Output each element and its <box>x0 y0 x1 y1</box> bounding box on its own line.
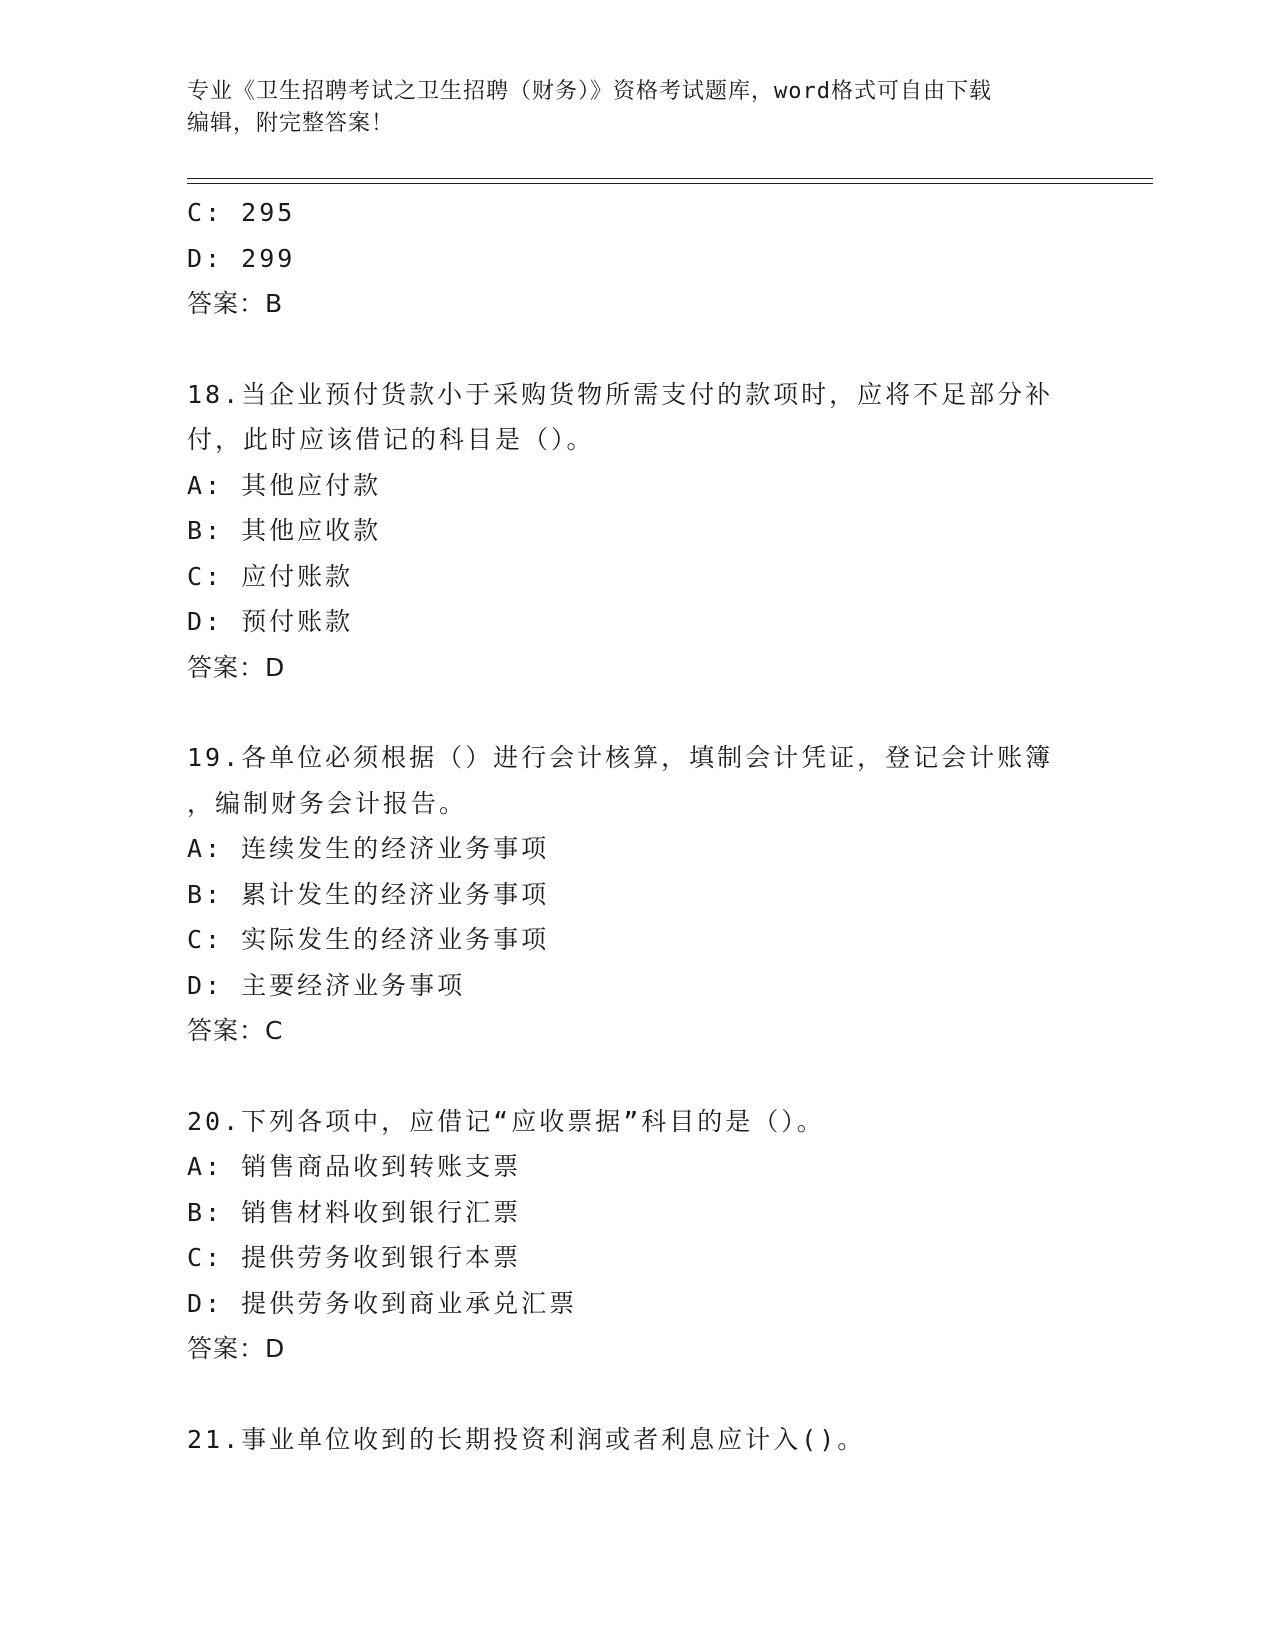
question-20 <box>187 1099 1087 1372</box>
header-rule-top <box>187 178 1153 179</box>
option-a: A: 其他应付款 <box>187 470 382 500</box>
option-d: D: 299 <box>187 243 296 273</box>
spacer <box>187 1054 1087 1099</box>
question-text-line: 20.下列各项中，应借记“应收票据”科目的是（）。 <box>187 1106 825 1136</box>
document-body <box>187 190 1087 1462</box>
option-a: A: 连续发生的经济业务事项 <box>187 834 550 863</box>
option-d: D: 主要经济业务事项 <box>187 970 466 1000</box>
option-c: C: 应付账款 <box>187 561 354 591</box>
spacer <box>187 327 1087 372</box>
answer: 答案：C <box>187 1016 284 1045</box>
header-rule-bottom <box>187 183 1153 184</box>
question-text-line: 19.各单位必须根据（）进行会计核算，填制会计凭证，登记会计账簿 <box>187 743 1054 772</box>
option-a: A: 销售商品收到转账支票 <box>187 1152 522 1181</box>
question-text-line: 付，此时应该借记的科目是（）。 <box>187 425 595 454</box>
option-d: D: 预付账款 <box>187 607 354 636</box>
question-18 <box>187 372 1087 691</box>
option-b: B: 其他应收款 <box>187 516 382 545</box>
spacer <box>187 690 1087 735</box>
question-19 <box>187 735 1087 1054</box>
option-d: D: 提供劳务收到商业承兑汇票 <box>187 1288 578 1318</box>
answer: 答案：D <box>187 1334 286 1363</box>
option-b: B: 累计发生的经济业务事项 <box>187 879 550 909</box>
question-text-line: 21.事业单位收到的长期投资利润或者利息应计入()。 <box>187 1424 866 1454</box>
header-line-1: 专业《卫生招聘考试之卫生招聘（财务）》资格考试题库，word格式可自由下载 <box>187 79 992 104</box>
question-21 <box>187 1417 1087 1463</box>
option-c: C: 实际发生的经济业务事项 <box>187 925 550 954</box>
prev-question-tail <box>187 190 1087 327</box>
option-c: C: 295 <box>187 198 296 227</box>
question-text-line: 18.当企业预付货款小于采购货物所需支付的款项时，应将不足部分补 <box>187 379 1054 409</box>
option-b: B: 销售材料收到银行汇票 <box>187 1197 522 1227</box>
question-text-line: ，编制财务会计报告。 <box>187 788 468 818</box>
answer: 答案：D <box>187 652 286 682</box>
answer: 答案：B <box>187 289 284 318</box>
page-header <box>187 76 1087 140</box>
spacer <box>187 1372 1087 1417</box>
header-line-2: 编辑，附完整答案！ <box>187 111 395 136</box>
option-c: C: 提供劳务收到银行本票 <box>187 1243 522 1272</box>
